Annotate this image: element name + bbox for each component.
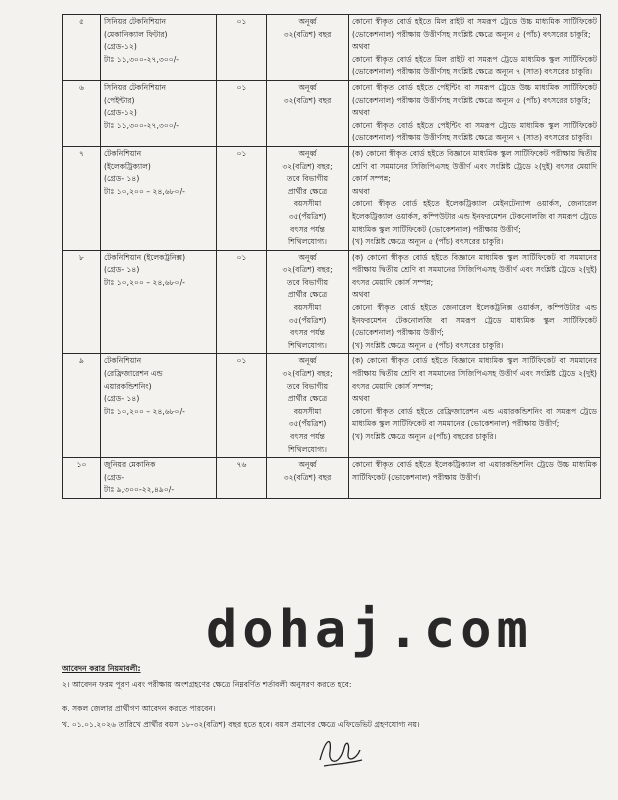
age-line: ৩২(বত্রিশ) বছর	[283, 95, 332, 105]
age-line: তবে বিভাগীয়	[286, 277, 329, 287]
posts-table	[62, 14, 601, 499]
age-line: বয়সসীমা	[293, 199, 322, 209]
serial-cell: ৫	[63, 15, 101, 81]
age-line: প্রার্থীর ক্ষেত্রে	[287, 394, 328, 404]
qualification-line: (ক) কোনো স্বীকৃত বোর্ড হইতে বিজ্ঞানে মাধ্যমিক স্কুল সার্টিফিকেট বা সমমানের পরীক্ষায় দ্বিতীয় শ্রেণি বা সমমানের সিজিপিএসহ উত্তীর্ণ এবং সংশ্লিষ্ট ট্রেডে ২(দুই) বৎসর মেয়াদি কোর্স সম্পন্ন;	[352, 252, 597, 287]
qualification-line: (ক) কোনো স্বীকৃত বোর্ড হইতে বিজ্ঞানে মাধ্যমিক স্কুল সার্টিফিকেট বা সমমানের পরীক্ষায় দ্বিতীয় শ্রেণি বা সমমানের সিজিপিএসহ উত্তীর্ণ এবং সংশ্লিষ্ট ট্রেডে ২(দুই) বৎসর মেয়াদি কোর্স সম্পন্ন;	[352, 356, 597, 391]
qualification-line: (খ) সংশ্লিষ্ট ক্ষেত্রে অন্যূন ৫ (পাঁচ) বৎসরের চাকুরি।	[352, 237, 504, 247]
rules-title: আবেদন করার নিয়মাবলী:	[62, 664, 141, 673]
quantity-cell: ০১	[217, 250, 267, 354]
serial-cell: ৬	[63, 80, 101, 146]
qualification-line: (খ) সংশ্লিষ্ট ক্ষেত্রে অন্যূন ৫(পাঁচ) বছরের চাকুরি।	[352, 432, 497, 441]
post-line: (ইলেকট্রিক্যাল)	[104, 161, 151, 171]
age-line: অনূর্ধ্ব	[298, 356, 317, 366]
qualification-cell	[349, 15, 601, 81]
qualification-line: (ক) কোনো স্বীকৃত বোর্ড হইতে বিজ্ঞানে মাধ্যমিক স্কুল সার্টিফিকেট পরীক্ষায় দ্বিতীয় শ্রেণি বা সমমানের সিজিপিএসহ উত্তীর্ণ এবং সংশ্লিষ্ট ট্রেডে ২(দুই) বৎসর মেয়াদি কোর্স সম্পন্ন;	[352, 148, 597, 184]
age-line: বৎসর পর্যন্ত	[290, 432, 325, 441]
post-line: টেকনিশিয়ান	[104, 148, 142, 158]
post-line: টাঃ ৯,৩০০-২২,৪৯০/-	[104, 485, 175, 495]
rule-item-2: ২। আবেদন ফরম পূরণ এবং পরীক্ষায় অংশগ্রহণের ক্ষেত্রে নিম্নবর্ণিত শর্তাবলী অনুসরণ করতে হবে:	[62, 680, 352, 689]
quantity-cell: ৭৬	[217, 458, 267, 499]
quantity-cell: ০১	[217, 146, 267, 250]
age-line: ৩৫(পঁয়ত্রিশ)	[288, 419, 327, 429]
age-line: অনূর্ধ্ব	[298, 460, 317, 470]
post-line: (মেকানিক্যাল ফিটার)	[104, 29, 168, 39]
post-line: টাঃ ১০,২০০ – ২৪,৬৮০/-	[104, 277, 185, 287]
post-line: এয়ারকন্ডিশনিং)	[104, 381, 152, 391]
qualification-line: কোনো স্বীকৃত বোর্ড হইতে পেইন্টিং বা সমরূপ ট্রেডে উচ্চ মাধ্যমিক সার্টিফিকেট (ভোকেশনাল) পরীক্ষায় উত্তীর্ণসহ সংশ্লিষ্ট ক্ষেত্রে অন্যূন ৫ (পাঁচ) বৎসরের চাকুরি;	[352, 82, 597, 105]
age-cell	[267, 354, 349, 458]
post-line: (গ্রেড- ১৪)	[104, 265, 140, 275]
qualification-cell	[349, 80, 601, 146]
age-line: তবে বিভাগীয়	[286, 381, 329, 391]
age-line: ৩২(বত্রিশ) বছর;	[282, 369, 333, 379]
table-row	[63, 146, 601, 250]
post-cell	[101, 146, 217, 250]
rule-kha: খ. ০১.০১.২০২৬ তারিখে প্রার্থীর বয়স ১৮-৩২(বত্রিশ) বছর হতে হবে। বয়স প্রমাণের ক্ষেত্রে এফিডেভিট গ্রহণযোগ্য নয়।	[62, 720, 420, 729]
serial-cell: ৮	[63, 250, 101, 354]
application-rules	[62, 662, 602, 734]
post-line: টাঃ ১০,২০০ – ২৪,৬৮০/-	[104, 186, 185, 196]
qualification-line: কোনো স্বীকৃত বোর্ড হইতে রেফ্রিজারেশন এন্ড এয়ারকন্ডিশনিং বা সমরূপ ট্রেডে মাধ্যমিক স্কুল সার্টিফিকেট বা সমমানের (ভোকেশনাল) পরীক্ষায় উত্তীর্ণ;	[352, 406, 597, 429]
age-line: শিথিলযোগ্য।	[288, 444, 327, 454]
age-line: ৩২(বত্রিশ) বছর	[283, 29, 332, 39]
qualification-line: অথবা	[352, 394, 370, 404]
post-line: (গ্রেড- ১৪)	[104, 174, 140, 184]
qualification-line: অথবা	[352, 42, 370, 52]
post-line: (গ্রেড-১২)	[104, 108, 137, 118]
age-cell	[267, 250, 349, 354]
post-cell	[101, 80, 217, 146]
post-line: (রেফ্রিজারেশন এন্ড	[104, 369, 163, 379]
age-line: প্রার্থীর ক্ষেত্রে	[287, 290, 328, 300]
age-line: অনূর্ধ্ব	[298, 17, 317, 26]
post-line: টাঃ ১০,২০০ – ২৪,৬৮০/-	[104, 406, 185, 416]
age-line: ৩৫(পঁয়ত্রিশ)	[288, 315, 327, 325]
age-cell	[267, 458, 349, 499]
post-line: জুনিয়র মেকানিক	[104, 460, 156, 470]
rule-ka: ক. সকল জেলার প্রার্থীগণ আবেদন করতে পারবেন।	[62, 704, 216, 713]
post-cell	[101, 250, 217, 354]
age-line: শিথিলযোগ্য।	[288, 340, 327, 350]
age-cell	[267, 15, 349, 81]
qualification-line: অথবা	[352, 108, 370, 118]
age-line: ৩৫(পঁয়ত্রিশ)	[288, 211, 327, 221]
age-line: বয়সসীমা	[293, 406, 322, 416]
post-line: টাঃ ১১,৩০০-২৭,৩০০/-	[104, 54, 180, 64]
qualification-line: কোনো স্বীকৃত বোর্ড হইতে ইলেকট্রিক্যাল মেইনটেন্যান্স ওয়ার্কস, জেনারেল ইলেকট্রিক্যাল ওয়ার্কস, কম্পিউটার এন্ড ইনফরমেশন টেকনোলজি বা সমরূপ ট্রেডে মাধ্যমিক স্কুল সার্টিফিকেট (ভোকেশনাল) পরীক্ষায় উত্তীর্ণ;	[352, 199, 597, 234]
qualification-line: কোনো স্বীকৃত বোর্ড হইতে পেইন্টিং বা সমরূপ ট্রেডে মাধ্যমিক স্কুল সার্টিফিকেট (ভোকেশনাল) পরীক্ষায় উত্তীর্ণসহ সংশ্লিষ্ট ক্ষেত্রে অন্যূন ৭ (সাত) বৎসরের চাকুরি।	[352, 120, 597, 143]
age-line: বয়সসীমা	[293, 303, 322, 313]
qualification-cell	[349, 458, 601, 499]
qualification-line: কোনো স্বীকৃত বোর্ড হইতে মিল রাইট বা সমরূপ ট্রেডে উচ্চ মাধ্যমিক সার্টিফিকেট (ভোকেশনাল) পরীক্ষায় উত্তীর্ণসহ সংশ্লিষ্ট ক্ষেত্রে অন্যূন ৫ (পাঁচ) বৎসরের চাকুরি;	[352, 17, 597, 39]
post-line: সিনিয়র টেকনিশিয়ান	[104, 17, 167, 26]
qualification-line: কোনো স্বীকৃত বোর্ড হইতে মিল রাইট বা সমরূপ ট্রেডে মাধ্যমিক স্কুল সার্টিফিকেট (ভোকেশনাল) পরীক্ষায় উত্তীর্ণসহ সংশ্লিষ্ট ক্ষেত্রে অন্যূন ৭ (সাত) বৎসরের চাকুরি।	[352, 54, 597, 77]
qualification-cell	[349, 354, 601, 458]
age-line: ৩২(বত্রিশ) বছর	[283, 472, 332, 482]
signature-icon	[310, 730, 370, 774]
age-line: ৩২(বত্রিশ) বছর;	[282, 161, 333, 171]
table-row	[63, 15, 601, 81]
age-line: অনূর্ধ্ব	[298, 148, 317, 158]
post-line: (গ্রেড-	[104, 472, 125, 482]
age-line: বৎসর পর্যন্ত	[290, 328, 325, 338]
age-line: প্রার্থীর ক্ষেত্রে	[287, 186, 328, 196]
table-row	[63, 458, 601, 499]
table-row	[63, 250, 601, 354]
post-line: (পেইন্টার)	[104, 95, 135, 105]
quantity-cell: ০১	[217, 80, 267, 146]
qualification-cell	[349, 146, 601, 250]
qualification-line: (খ) সংশ্লিষ্ট ক্ষেত্রে অন্যূন ৫ (পাঁচ) বৎসরের চাকুরি।	[352, 340, 504, 350]
qualification-line: কোনো স্বীকৃত বোর্ড হইতে জেনারেল ইলেকট্রনিক্স ওয়ার্কস, কম্পিউটার এন্ড ইনফরমেশন টেকনোলজি বা সমরূপ ট্রেডে মাধ্যমিক স্কুল সার্টিফিকেট (ভোকেশনাল) পরীক্ষায় উত্তীর্ণ;	[352, 303, 597, 338]
watermark-text: dohaj.com	[206, 600, 533, 660]
serial-cell: ৭	[63, 146, 101, 250]
quantity-cell: ০১	[217, 354, 267, 458]
age-line: ৩২(বত্রিশ) বছর;	[282, 265, 333, 275]
post-line: টেকনিশিয়ান (ইলেকট্রনিক্স)	[104, 252, 186, 262]
post-line: সিনিয়র টেকনিশিয়ান	[104, 82, 167, 92]
age-line: শিথিলযোগ্য।	[288, 237, 327, 247]
age-line: বৎসর পর্যন্ত	[290, 224, 325, 234]
post-line: টাঃ ১১,৩০০-২৭,৩০০/-	[104, 120, 180, 130]
serial-cell: ৯	[63, 354, 101, 458]
post-line: (গ্রেড-১২)	[104, 42, 137, 52]
age-cell	[267, 146, 349, 250]
post-cell	[101, 354, 217, 458]
qualification-cell	[349, 250, 601, 354]
table-row	[63, 354, 601, 458]
post-line: টেকনিশিয়ান	[104, 356, 142, 366]
age-line: অনূর্ধ্ব	[298, 252, 317, 262]
post-line: (গ্রেড- ১৪)	[104, 394, 140, 404]
age-line: অনূর্ধ্ব	[298, 82, 317, 92]
age-cell	[267, 80, 349, 146]
qualification-line: কোনো স্বীকৃত বোর্ড হইতে ইলেকট্রিক্যাল বা এয়ারকন্ডিশনিং ট্রেডে উচ্চ মাধ্যমিক সার্টিফিকেট (ভোকেশনাল) পরীক্ষায় উত্তীর্ণ।	[352, 460, 597, 482]
table-row	[63, 80, 601, 146]
qualification-line: অথবা	[352, 186, 370, 196]
serial-cell: ১০	[63, 458, 101, 499]
post-cell	[101, 15, 217, 81]
qualification-line: অথবা	[352, 290, 370, 300]
post-cell	[101, 458, 217, 499]
age-line: তবে বিভাগীয়	[286, 174, 329, 184]
quantity-cell: ০১	[217, 15, 267, 81]
